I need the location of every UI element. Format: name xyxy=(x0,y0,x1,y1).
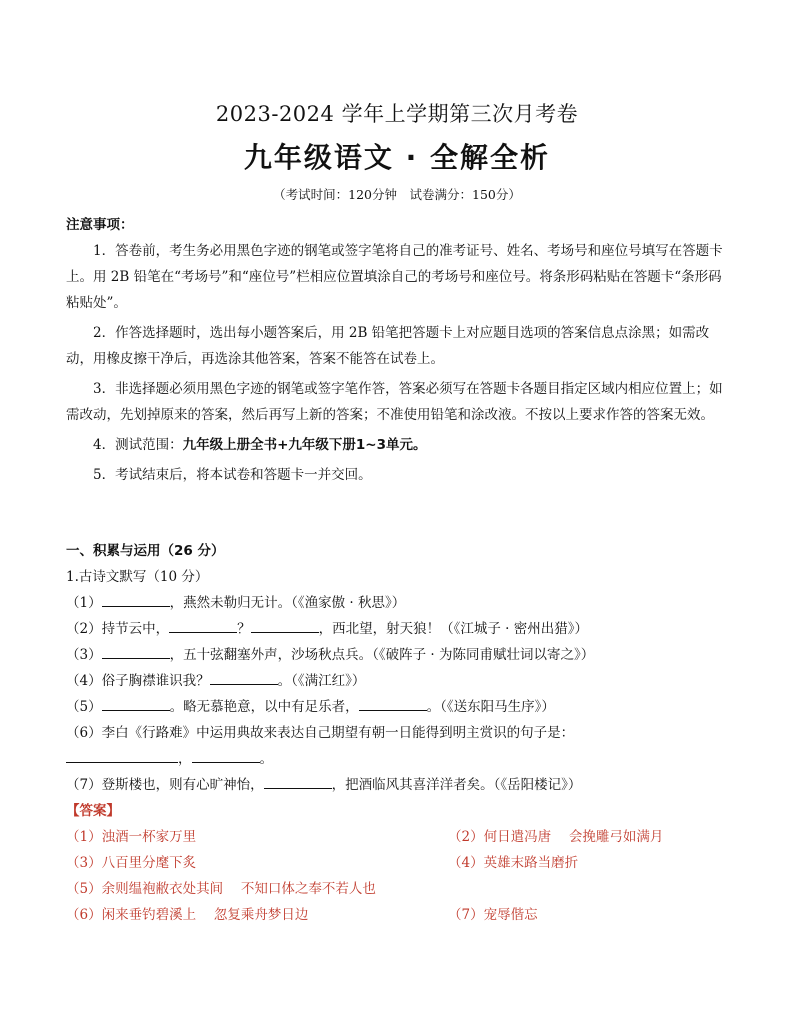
notice-item-2: 2．作答选择题时，选出每小题答案后，用 2B 铅笔把答题卡上对应题目选项的答案信息点涂黑；如需改动，用橡皮擦干净后，再选涂其他答案，答案不能答在试卷上。 xyxy=(66,325,710,367)
answer-blank xyxy=(169,617,237,633)
answer-4: （4）英雄末路当磨折 xyxy=(448,855,579,871)
notice-item-5: 5．考试结束后，将本试卷和答题卡一并交回。 xyxy=(93,467,372,483)
section-heading: 一、积累与运用（26 分） xyxy=(66,543,225,559)
answer-2: （2）何日遣冯唐 会挽雕弓如满月 xyxy=(448,829,664,845)
answer-blank xyxy=(210,669,278,685)
question-1-title: 1.古诗文默写（10 分） xyxy=(66,569,209,585)
answer-row-3 xyxy=(66,876,726,902)
answer-blank xyxy=(66,747,178,763)
notice-item-1: 1．答卷前，考生务必用黑色字迹的钢笔或签字笔将自己的准考证号、姓名、考场号和座位号填写在答题卡上。用 2B 铅笔在“考场号”和“座位号”栏相应位置填涂自己的考场号和座位号。将条形码粘贴在答题卡“条形码粘贴处”。 xyxy=(66,243,723,311)
answer-row-2 xyxy=(66,850,726,876)
fill-line-1: （1） ，燕然未勒归无计。（《渔家傲 · 秋思》） xyxy=(66,590,726,616)
exam-title: 2023-2024 学年上学期第三次月考卷 xyxy=(215,102,579,126)
notice-item-3: 3．非选择题必须用黑色字迹的钢笔或签字笔作答，答案必须写在答题卡各题目指定区域内相应位置上；如需改动，先划掉原来的答案，然后再写上新的答案；不准使用铅笔和涂改液。不按以上要求作答的答案无效。 xyxy=(66,381,723,423)
answer-5: （5）余则缊袍敝衣处其间 不知口体之奉不若人也 xyxy=(66,881,376,897)
notice-item-4 xyxy=(66,432,726,458)
notice-block xyxy=(66,212,726,488)
answer-6: （6）闲来垂钓碧溪上 忽复乘舟梦日边 xyxy=(66,907,309,923)
fill-line-4: （4）俗子胸襟谁识我？ 。（《满江红》） xyxy=(66,668,726,694)
fill-line-7: （7）登斯楼也，则有心旷神怡， ，把酒临风其喜洋洋者矣。（《岳阳楼记》） xyxy=(66,772,726,798)
answer-blank xyxy=(102,643,170,659)
fill-line-3: （3） ，五十弦翻塞外声，沙场秋点兵。（《破阵子 · 为陈同甫赋壮词以寄之》） xyxy=(66,642,726,668)
answer-blank xyxy=(102,695,170,711)
answer-blank xyxy=(264,773,332,789)
fill-line-5: （5） 。略无慕艳意，以中有足乐者， 。（《送东阳马生序》） xyxy=(66,694,726,720)
answer-1: （1）浊酒一杯家万里 xyxy=(66,829,197,845)
subject-title: 九年级语文 · 全解全析 xyxy=(243,141,551,174)
answer-row-4 xyxy=(66,902,726,928)
answer-blank xyxy=(102,591,170,607)
exam-info: （考试时间：120分钟 试卷满分：150分） xyxy=(273,187,521,202)
answer-blank xyxy=(192,747,260,763)
notice-item-4-prefix: 4．测试范围： xyxy=(93,437,183,453)
section-1 xyxy=(66,538,726,928)
answer-3: （3）八百里分麾下炙 xyxy=(66,855,197,871)
fill-line-2: （2）持节云中， ？ ，西北望，射天狼！（《江城子 · 密州出猎》） xyxy=(66,616,726,642)
answer-blank xyxy=(359,695,427,711)
answer-blank xyxy=(251,617,319,633)
notice-heading: 注意事项： xyxy=(66,217,134,233)
notice-item-4-scope: 九年级上册全书+九年级下册1~3单元。 xyxy=(182,437,427,453)
fill-line-6: （6）李白《行路难》中运用典故来表达自己期望有朝一日能得到明主赏识的句子是： ， 。 xyxy=(66,725,575,767)
answer-7: （7）宠辱偕忘 xyxy=(448,907,538,923)
answer-label: 【答案】 xyxy=(66,803,120,819)
answer-row-1 xyxy=(66,824,726,850)
